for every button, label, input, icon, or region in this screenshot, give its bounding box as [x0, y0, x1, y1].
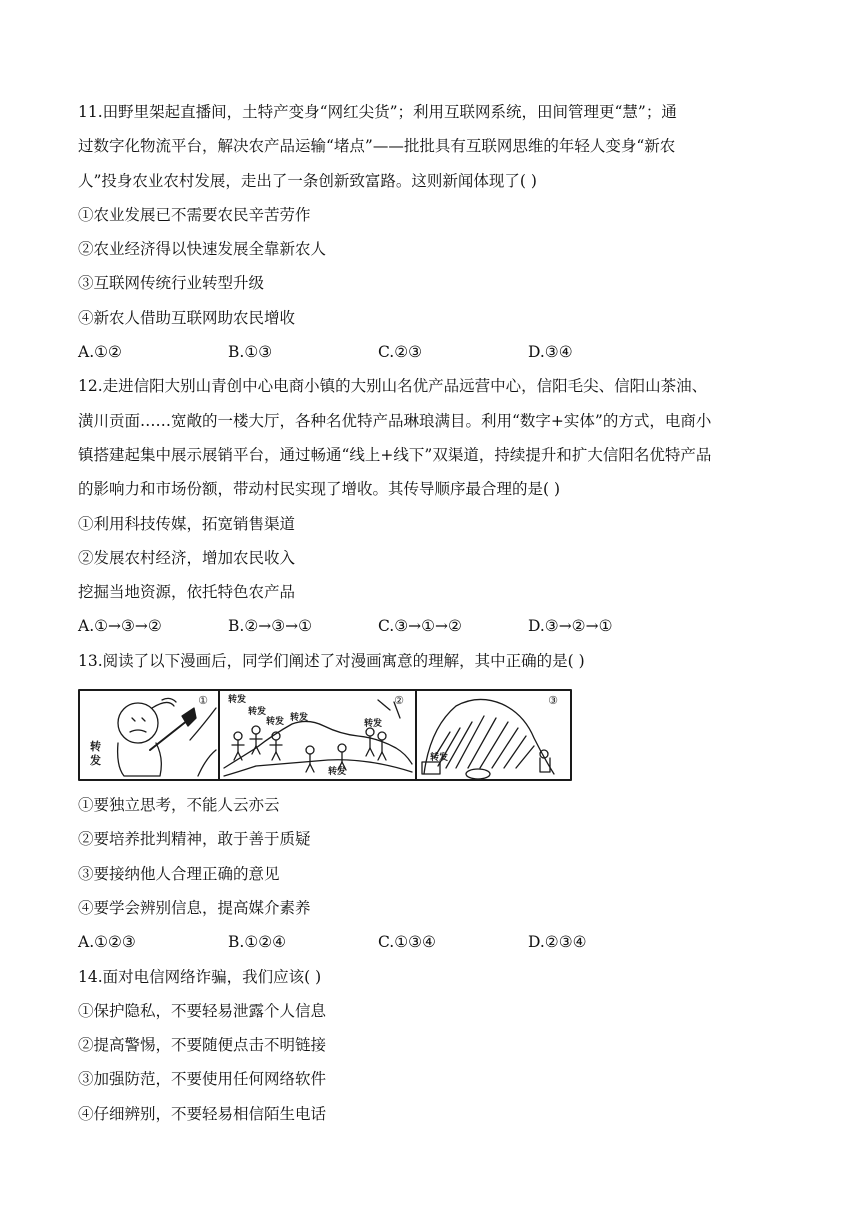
question-stem-line: 镇搭建起集中展示展销平台，通过畅通“线上+线下”双渠道，持续提升和扩大信阳名优特产品 — [78, 445, 712, 464]
question-stem-line: 11.田野里架起直播间，土特产变身“网红尖货”；利用互联网系统，田间管理更“慧”；通 — [78, 103, 677, 121]
statement-item: ①要独立思考，不能人云亦云 — [78, 796, 280, 815]
answer-options — [78, 925, 778, 959]
question-stem-line: 人”投身农业农村发展，走出了一条创新致富路。这则新闻体现了( ) — [78, 171, 537, 190]
cartoon-label: 转发 — [266, 717, 285, 728]
question-stem-line: 12.走进信阳大别山青创中心电商小镇的大别山名优产品远营中心，信阳毛尖、信阳山茶油、 — [78, 377, 708, 396]
cartoon-frame — [79, 690, 571, 780]
statement-item: ②要培养批判精神，敢于善于质疑 — [78, 830, 311, 849]
cartoon-label: 转发 — [430, 753, 449, 764]
statement-item: ①保护隐私，不要轻易泄露个人信息 — [78, 1001, 327, 1020]
question-stem-line: 潢川贡面……宽敞的一楼大厅，各种名优特产品琳琅满目。利用“数字+实体”的方式，电商小 — [78, 411, 712, 430]
option-b[interactable]: B.①③ — [228, 343, 273, 362]
cartoon-figure — [78, 688, 572, 784]
question-stem-line: 的影响力和市场份额，带动村民实现了增收。其传导顺序最合理的是( ) — [78, 480, 561, 499]
option-b[interactable]: B.①②④ — [228, 933, 287, 952]
question-stem-line: 过数字化物流平台，解决农产品运输“堵点”——批批具有互联网思维的年轻人变身“新农 — [78, 137, 676, 156]
panel-number: ② — [394, 694, 404, 708]
question-stem-line: 13.阅读了以下漫画后，同学们阐述了对漫画寓意的理解，其中正确的是( ) — [78, 651, 585, 670]
answer-options — [78, 335, 778, 369]
option-b[interactable]: B.②→③→① — [228, 617, 312, 636]
statement-item: ②提高警惕，不要随便点击不明链接 — [78, 1036, 327, 1055]
cartoon-panel-1 — [118, 698, 216, 776]
cartoon-label: 转发 — [328, 767, 347, 778]
cartoon-label: 转发 — [364, 719, 383, 730]
cartoon-label: 转发 — [248, 707, 267, 718]
cartoon-label: 转发 — [290, 713, 309, 724]
option-a[interactable]: A.①②③ — [78, 933, 136, 952]
statement-item: ①利用科技传媒，拓宽销售渠道 — [78, 514, 296, 533]
option-c[interactable]: C.②③ — [378, 343, 423, 362]
option-c[interactable]: C.①③④ — [378, 933, 436, 952]
question-11 — [78, 95, 778, 369]
question-13 — [78, 644, 778, 960]
statement-item: ②发展农村经济，增加农民收入 — [78, 548, 296, 567]
statement-item: ①农业发展已不需要农民辛苦劳作 — [78, 205, 311, 224]
question-stem-line: 14.面对电信网络诈骗，我们应该( ) — [78, 967, 322, 986]
cartoon-label: 发 — [90, 754, 101, 768]
option-d[interactable]: D.③④ — [528, 343, 573, 362]
statement-item: ②农业经济得以快速发展全靠新农人 — [78, 240, 327, 259]
question-14 — [78, 960, 778, 1131]
panel-number: ③ — [548, 694, 558, 708]
statement-item: ④新农人借助互联网助农民增收 — [78, 308, 296, 327]
option-a[interactable]: A.①② — [78, 343, 122, 362]
cartoon-label: 转 — [90, 740, 101, 754]
statement-item: ③互联网传统行业转型升级 — [78, 274, 265, 293]
panel-number: ① — [198, 694, 208, 708]
statement-item: ④仔细辨别，不要轻易相信陌生电话 — [78, 1104, 327, 1123]
question-12 — [78, 369, 778, 643]
option-a[interactable]: A.①→③→② — [78, 617, 162, 636]
statement-item: ④要学会辨别信息，提高媒介素养 — [78, 898, 311, 917]
statement-item: 挖掘当地资源，依托特色农产品 — [78, 583, 296, 602]
statement-item: ③要接纳他人合理正确的意见 — [78, 864, 280, 883]
option-c[interactable]: C.③→①→② — [378, 617, 462, 636]
option-d[interactable]: D.②③④ — [528, 933, 587, 952]
exam-page — [78, 95, 778, 1131]
statement-item: ③加强防范，不要使用任何网络软件 — [78, 1070, 327, 1089]
cartoon-panel-3 — [422, 700, 554, 780]
answer-options — [78, 609, 778, 643]
cartoon-strip — [78, 688, 572, 784]
option-d[interactable]: D.③→②→① — [528, 617, 613, 636]
cartoon-label: 转发 — [228, 695, 247, 706]
